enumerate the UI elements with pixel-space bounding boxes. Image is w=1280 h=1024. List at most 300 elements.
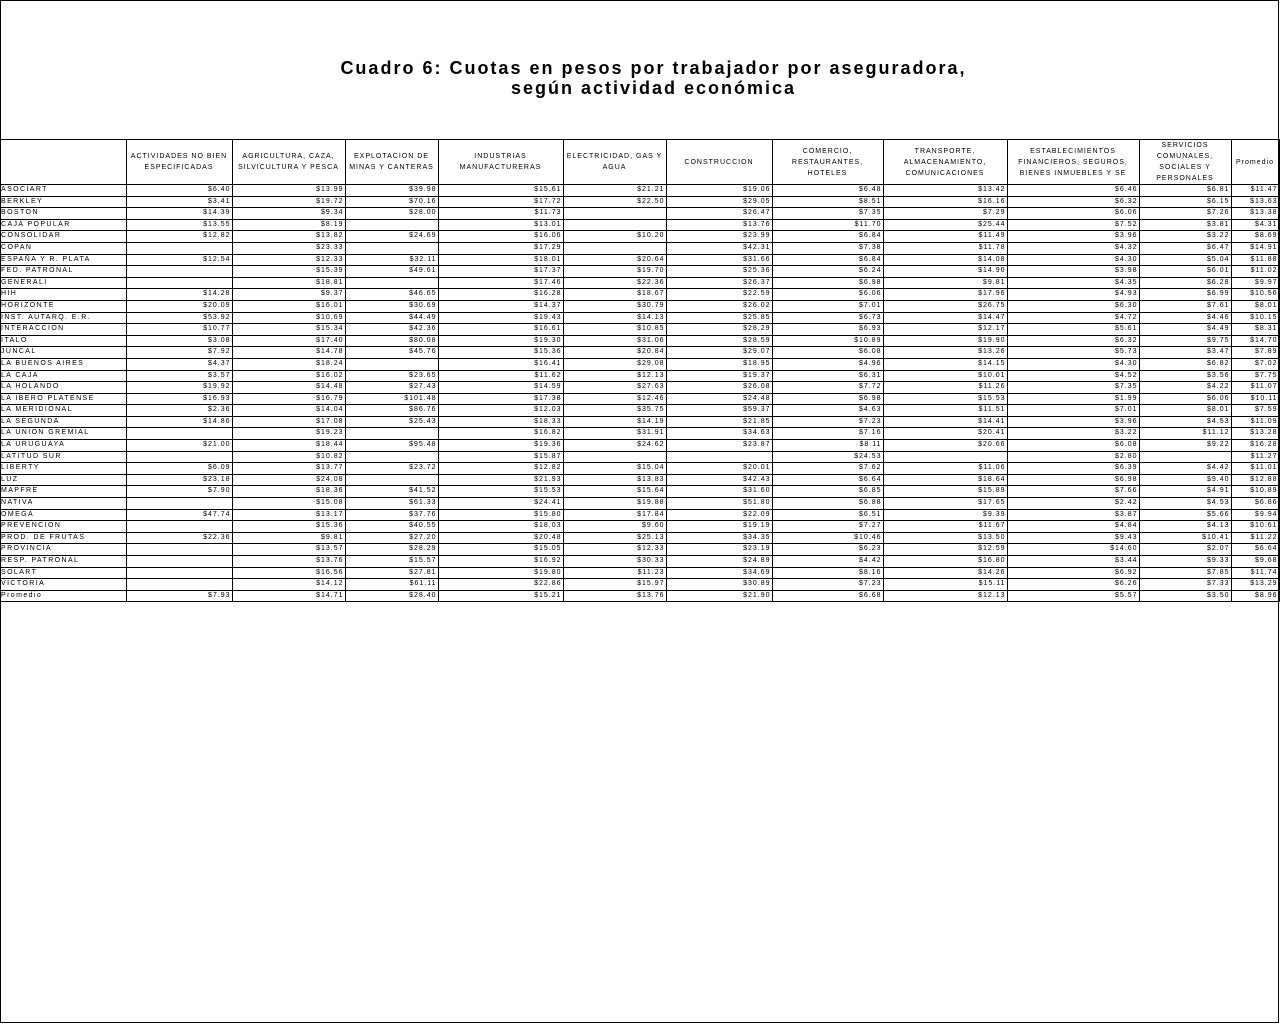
table-cell: $13.01: [438, 219, 563, 231]
table-cell: $27.63: [563, 382, 666, 394]
table-cell: $20.66: [883, 440, 1007, 452]
table-cell: $16.56: [232, 567, 345, 579]
table-row: [0, 521, 1279, 533]
table-cell: [345, 358, 438, 370]
row-label: LA IBERO PLATENSE: [0, 393, 126, 405]
table-cell: $2.42: [1007, 498, 1139, 510]
table-cell: $42.36: [345, 324, 438, 336]
table-cell: $11.26: [883, 382, 1007, 394]
table-cell: $9.40: [1139, 474, 1231, 486]
table-row: [0, 370, 1279, 382]
table-cell: $6.51: [772, 509, 883, 521]
table-cell: $10.01: [883, 370, 1007, 382]
table-cell: $17.96: [883, 289, 1007, 301]
table-cell: $8.01: [1139, 405, 1231, 417]
table-cell: $15.80: [438, 509, 563, 521]
table-cell: $3.87: [1007, 509, 1139, 521]
table-cell: $19.36: [438, 440, 563, 452]
table-cell: $18.44: [232, 440, 345, 452]
table-cell: $6.73: [772, 312, 883, 324]
table-row: [0, 185, 1279, 197]
table-cell: $12.82: [126, 231, 232, 243]
table-cell: $12.54: [126, 254, 232, 266]
table-cell: $51.80: [666, 498, 772, 510]
table-cell: [126, 451, 232, 463]
table-row: [0, 312, 1279, 324]
table-cell: $10.41: [1139, 532, 1231, 544]
table-cell: $11.47: [1231, 185, 1279, 197]
table-cell: $24.08: [232, 474, 345, 486]
table-cell: $7.29: [883, 208, 1007, 220]
table-cell: $9.43: [1007, 532, 1139, 544]
header-cell: ACTIVIDADES NO BIEN ESPECIFICADAS: [126, 140, 232, 185]
table-cell: $95.48: [345, 440, 438, 452]
table-cell: $15.11: [883, 579, 1007, 591]
row-label: LA BUENOS AIRES: [0, 358, 126, 370]
table-cell: $9.97: [1231, 277, 1279, 289]
table-cell: $42.43: [666, 474, 772, 486]
table-cell: $23.99: [666, 231, 772, 243]
table-cell: $30.89: [666, 579, 772, 591]
row-label: LIBERTY: [0, 463, 126, 475]
table-cell: $4.49: [1139, 324, 1231, 336]
table-cell: $9.34: [232, 208, 345, 220]
table-cell: $14.28: [126, 289, 232, 301]
table-cell: $15.64: [563, 486, 666, 498]
table-row: [0, 416, 1279, 428]
table-cell: $12.33: [232, 254, 345, 266]
table-cell: $8.51: [772, 196, 883, 208]
table-cell: $3.22: [1007, 428, 1139, 440]
table-cell: $12.59: [883, 544, 1007, 556]
table-cell: $11.23: [563, 567, 666, 579]
table-cell: [563, 451, 666, 463]
table-cell: $6.46: [1007, 185, 1139, 197]
table-cell: $21.93: [438, 474, 563, 486]
table-cell: $8.31: [1231, 324, 1279, 336]
table-cell: $44.49: [345, 312, 438, 324]
table-cell: $6.31: [772, 370, 883, 382]
table-cell: $26.75: [883, 300, 1007, 312]
table-cell: $4.53: [1139, 416, 1231, 428]
table-cell: $10.82: [232, 451, 345, 463]
table-cell: $7.61: [1139, 300, 1231, 312]
table-cell: $27.81: [345, 567, 438, 579]
table-cell: $7.93: [126, 590, 232, 602]
table-cell: $14.70: [1231, 335, 1279, 347]
table-cell: $11.06: [883, 463, 1007, 475]
table-cell: $14.86: [126, 416, 232, 428]
table-cell: $53.92: [126, 312, 232, 324]
table-cell: $30.33: [563, 556, 666, 568]
table-row: [0, 544, 1279, 556]
header-cell: INDUSTRIAS MANUFACTURERAS: [438, 140, 563, 185]
table-cell: $6.08: [1007, 440, 1139, 452]
table-cell: $7.66: [1007, 486, 1139, 498]
table-cell: $16.06: [438, 231, 563, 243]
table-cell: $6.09: [126, 463, 232, 475]
table-cell: $26.47: [666, 208, 772, 220]
table-cell: $18.67: [563, 289, 666, 301]
table-cell: $16.01: [232, 300, 345, 312]
table-cell: $14.48: [232, 382, 345, 394]
table-cell: $18.03: [438, 521, 563, 533]
table-cell: $20.09: [126, 300, 232, 312]
table-cell: $17.65: [883, 498, 1007, 510]
table-cell: $4.22: [1139, 382, 1231, 394]
table-cell: $13.82: [232, 231, 345, 243]
table-cell: $19.23: [232, 428, 345, 440]
table-cell: $11.78: [883, 242, 1007, 254]
table-cell: $6.86: [1231, 498, 1279, 510]
table-cell: $20.64: [563, 254, 666, 266]
row-label: PREVENCION: [0, 521, 126, 533]
table-row: [0, 440, 1279, 452]
table-cell: $34.63: [666, 428, 772, 440]
table-cell: [563, 242, 666, 254]
row-label: LATITUD SUR: [0, 451, 126, 463]
table-cell: $19.37: [666, 370, 772, 382]
table-cell: $5.61: [1007, 324, 1139, 336]
table-cell: $6.64: [1231, 544, 1279, 556]
table-cell: $6.28: [1139, 277, 1231, 289]
table-cell: $23.65: [345, 370, 438, 382]
table-row: [0, 474, 1279, 486]
table-cell: $34.69: [666, 567, 772, 579]
table-cell: [345, 242, 438, 254]
table-cell: $13.50: [883, 532, 1007, 544]
table-cell: $17.40: [232, 335, 345, 347]
page-title: [0, 58, 1280, 98]
table-cell: $24.41: [438, 498, 563, 510]
row-label: LA MERIDIONAL: [0, 405, 126, 417]
table-cell: $9.39: [883, 509, 1007, 521]
table-cell: $28.00: [345, 208, 438, 220]
table-cell: $29.08: [563, 358, 666, 370]
table-cell: $11.22: [1231, 532, 1279, 544]
table-cell: $19.88: [563, 498, 666, 510]
table-cell: $6.30: [1007, 300, 1139, 312]
table-cell: $7.23: [772, 416, 883, 428]
table-cell: $19.70: [563, 266, 666, 278]
table-cell: $15.36: [232, 521, 345, 533]
table-row: [0, 567, 1279, 579]
table-cell: [126, 556, 232, 568]
table-row: [0, 509, 1279, 521]
table-cell: $4.42: [772, 556, 883, 568]
table-cell: $10.69: [232, 312, 345, 324]
table-row: [0, 254, 1279, 266]
table-cell: $1.99: [1007, 393, 1139, 405]
table-cell: $31.06: [563, 335, 666, 347]
table-cell: $6.47: [1139, 242, 1231, 254]
table-cell: $23.72: [345, 463, 438, 475]
table-cell: $10.77: [126, 324, 232, 336]
table-cell: $7.92: [126, 347, 232, 359]
table-cell: $3.44: [1007, 556, 1139, 568]
table-cell: $15.97: [563, 579, 666, 591]
table-cell: $14.60: [1007, 544, 1139, 556]
row-label: HORIZONTE: [0, 300, 126, 312]
table-cell: $6.98: [1007, 474, 1139, 486]
table-cell: $29.05: [666, 196, 772, 208]
table-row: [0, 590, 1279, 602]
table-cell: $22.36: [126, 532, 232, 544]
header-cell: CONSTRUCCION: [666, 140, 772, 185]
table-cell: $8.69: [1231, 231, 1279, 243]
table-cell: $7.59: [1231, 405, 1279, 417]
table-cell: $22.36: [563, 277, 666, 289]
row-label: FED. PATRONAL: [0, 266, 126, 278]
table-cell: $27.43: [345, 382, 438, 394]
table-cell: $17.46: [438, 277, 563, 289]
table-cell: [345, 219, 438, 231]
table-cell: $6.06: [1139, 393, 1231, 405]
table-row: [0, 463, 1279, 475]
table-cell: $8.01: [1231, 300, 1279, 312]
row-label: CONSOLIDAR: [0, 231, 126, 243]
table-cell: $13.55: [126, 219, 232, 231]
table-cell: $11.09: [1231, 416, 1279, 428]
table-cell: $7.35: [1007, 382, 1139, 394]
table-cell: $14.19: [563, 416, 666, 428]
table-cell: $7.16: [772, 428, 883, 440]
table-cell: $14.08: [883, 254, 1007, 266]
row-label: BERKLEY: [0, 196, 126, 208]
table-cell: $4.72: [1007, 312, 1139, 324]
table-cell: $10.11: [1231, 393, 1279, 405]
table-cell: $4.35: [1007, 277, 1139, 289]
table-row: [0, 347, 1279, 359]
table-cell: $8.96: [1231, 590, 1279, 602]
row-label: Promedio: [0, 590, 126, 602]
header-row: [0, 140, 1279, 185]
table-cell: $15.57: [345, 556, 438, 568]
table-cell: [563, 208, 666, 220]
table-cell: $15.08: [232, 498, 345, 510]
table-cell: $25.36: [666, 266, 772, 278]
table-cell: $39.98: [345, 185, 438, 197]
table-cell: $7.33: [1139, 579, 1231, 591]
row-label: LUZ: [0, 474, 126, 486]
table-cell: $4.37: [126, 358, 232, 370]
table-cell: $32.11: [345, 254, 438, 266]
table-cell: $11.70: [772, 219, 883, 231]
table-cell: $5.04: [1139, 254, 1231, 266]
table-cell: $10.85: [563, 324, 666, 336]
table-cell: $6.06: [772, 289, 883, 301]
table-cell: [1139, 451, 1231, 463]
header-cell: TRANSPORTE, ALMACENAMIENTO, COMUNICACIONES: [883, 140, 1007, 185]
table-row: [0, 428, 1279, 440]
table-cell: $10.20: [563, 231, 666, 243]
table-cell: $12.46: [563, 393, 666, 405]
table-cell: $16.92: [438, 556, 563, 568]
table-cell: $7.89: [1231, 347, 1279, 359]
table-cell: $14.13: [563, 312, 666, 324]
table-cell: $9.33: [1139, 556, 1231, 568]
table-cell: $21.85: [666, 416, 772, 428]
table-cell: $13.99: [232, 185, 345, 197]
table-cell: [345, 474, 438, 486]
table-cell: $19.19: [666, 521, 772, 533]
table-cell: [126, 567, 232, 579]
table-cell: $31.91: [563, 428, 666, 440]
table-row: [0, 196, 1279, 208]
table-cell: $14.39: [126, 208, 232, 220]
table-cell: $11.49: [883, 231, 1007, 243]
row-label: PROVINCIA: [0, 544, 126, 556]
table-cell: $24.69: [345, 231, 438, 243]
table-cell: $18.81: [232, 277, 345, 289]
table-row: [0, 358, 1279, 370]
table-cell: $3.41: [126, 196, 232, 208]
table-cell: $13.76: [232, 556, 345, 568]
table-cell: $4.63: [772, 405, 883, 417]
table-cell: $14.91: [1231, 242, 1279, 254]
table-cell: $24.48: [666, 393, 772, 405]
table-cell: $15.04: [563, 463, 666, 475]
table-cell: $7.85: [1139, 567, 1231, 579]
table-body: [0, 185, 1279, 602]
table-cell: $15.21: [438, 590, 563, 602]
table-cell: $18.64: [883, 474, 1007, 486]
table-cell: $3.57: [126, 370, 232, 382]
table-cell: $6.85: [772, 486, 883, 498]
table-cell: $9.37: [232, 289, 345, 301]
table-cell: $11.73: [438, 208, 563, 220]
table-cell: $13.77: [232, 463, 345, 475]
header-cell: COMERCIO, RESTAURANTES, HOTELES: [772, 140, 883, 185]
table-cell: $7.02: [1231, 358, 1279, 370]
table-cell: $25.85: [666, 312, 772, 324]
table-cell: $14.15: [883, 358, 1007, 370]
table-cell: $17.72: [438, 196, 563, 208]
table-cell: $16.02: [232, 370, 345, 382]
table-row: [0, 393, 1279, 405]
table-cell: $4.96: [772, 358, 883, 370]
table-cell: $10.89: [1231, 486, 1279, 498]
header-cell: EXPLOTACION DE MINAS Y CANTERAS: [345, 140, 438, 185]
table-row: [0, 498, 1279, 510]
table-cell: $22.86: [438, 579, 563, 591]
row-label: VICTORIA: [0, 579, 126, 591]
table-cell: [126, 266, 232, 278]
table-cell: $6.48: [772, 185, 883, 197]
table-cell: $9.68: [1231, 556, 1279, 568]
table-cell: $6.24: [772, 266, 883, 278]
table-cell: $14.26: [883, 567, 1007, 579]
table-cell: $30.79: [563, 300, 666, 312]
table-cell: $20.48: [438, 532, 563, 544]
table-cell: $15.89: [883, 486, 1007, 498]
table-cell: $10.56: [1231, 289, 1279, 301]
row-label: LA HOLANDO: [0, 382, 126, 394]
table-cell: $14.59: [438, 382, 563, 394]
table-cell: $13.26: [883, 347, 1007, 359]
table-cell: $47.74: [126, 509, 232, 521]
table-cell: $31.66: [666, 254, 772, 266]
title-line-1: Cuadro 6: Cuotas en pesos por trabajador por aseguradora,: [340, 58, 967, 78]
table-cell: $14.90: [883, 266, 1007, 278]
table-cell: $5.66: [1139, 509, 1231, 521]
table-cell: $15.36: [438, 347, 563, 359]
table-cell: $6.01: [1139, 266, 1231, 278]
table-cell: [126, 521, 232, 533]
table-cell: $19.80: [438, 567, 563, 579]
table-cell: $5.73: [1007, 347, 1139, 359]
table-cell: $13.83: [563, 474, 666, 486]
table-row: [0, 300, 1279, 312]
header-cell: Promedio: [1231, 140, 1279, 185]
table-cell: $5.57: [1007, 590, 1139, 602]
table-cell: $19.30: [438, 335, 563, 347]
table-cell: $6.40: [126, 185, 232, 197]
table-cell: $4.46: [1139, 312, 1231, 324]
table-cell: $7.01: [1007, 405, 1139, 417]
table-cell: $15.39: [232, 266, 345, 278]
table-cell: $14.12: [232, 579, 345, 591]
row-label: ITALO: [0, 335, 126, 347]
table-cell: $6.06: [1007, 208, 1139, 220]
row-label: MAPFRE: [0, 486, 126, 498]
table-cell: [345, 451, 438, 463]
table-cell: $7.38: [772, 242, 883, 254]
table-cell: $13.76: [666, 219, 772, 231]
table-cell: [126, 544, 232, 556]
table-cell: $6.99: [1139, 289, 1231, 301]
table-cell: $3.81: [1139, 219, 1231, 231]
table-cell: $14.04: [232, 405, 345, 417]
header-cell: SERVICIOS COMUNALES, SOCIALES Y PERSONALES: [1139, 140, 1231, 185]
table-cell: $4.32: [1007, 242, 1139, 254]
table-cell: $4.84: [1007, 521, 1139, 533]
table-cell: $6.82: [1139, 358, 1231, 370]
table-cell: $6.84: [772, 254, 883, 266]
table-cell: $23.33: [232, 242, 345, 254]
table-cell: $6.98: [772, 393, 883, 405]
table-cell: $19.90: [883, 335, 1007, 347]
table-cell: [883, 451, 1007, 463]
table-cell: $18.24: [232, 358, 345, 370]
table-cell: $2.80: [1007, 451, 1139, 463]
table-cell: $10.15: [1231, 312, 1279, 324]
table-cell: $12.13: [563, 370, 666, 382]
table-cell: $26.08: [666, 382, 772, 394]
table-cell: $7.62: [772, 463, 883, 475]
table-row: [0, 277, 1279, 289]
table-cell: $35.75: [563, 405, 666, 417]
table-cell: $15.87: [438, 451, 563, 463]
table-cell: $6.32: [1007, 196, 1139, 208]
table-cell: $14.41: [883, 416, 1007, 428]
table-cell: $8.11: [772, 440, 883, 452]
row-label: INST. AUTARQ. E.R.: [0, 312, 126, 324]
table-row: [0, 266, 1279, 278]
table-cell: $17.08: [232, 416, 345, 428]
table-cell: $61.33: [345, 498, 438, 510]
data-table: [0, 139, 1280, 602]
table-cell: $16.80: [883, 556, 1007, 568]
table-cell: $7.52: [1007, 219, 1139, 231]
row-label: BOSTON: [0, 208, 126, 220]
table-row: [0, 486, 1279, 498]
table-row: [0, 451, 1279, 463]
table-cell: $6.32: [1007, 335, 1139, 347]
table-cell: $6.68: [772, 590, 883, 602]
table-cell: $49.61: [345, 266, 438, 278]
table-cell: $10.46: [772, 532, 883, 544]
